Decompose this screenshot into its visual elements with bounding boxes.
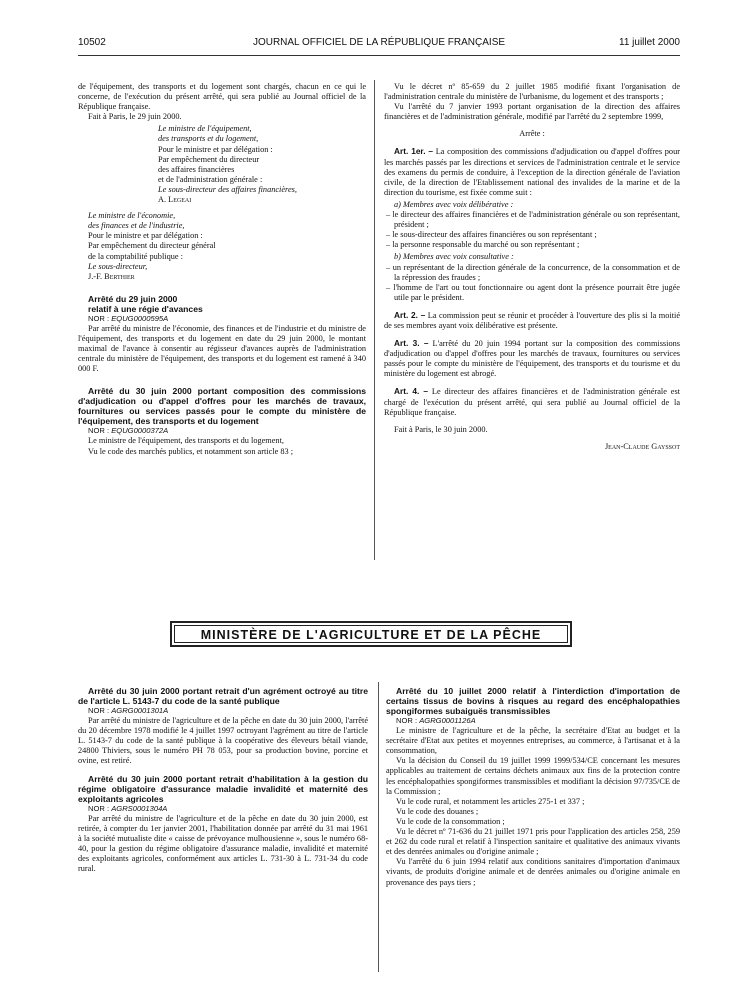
bovins-p1: Le ministre de l'agriculture et de la pêche, la secrétaire d'Etat au budget et la secrétaire d'Etat aux petites et moyennes entreprises, au commerce, à l'artisanat et à la consommation, [386, 726, 680, 756]
sig1-line: des transports et du logement, [158, 134, 259, 144]
regie-body: Par arrêté du ministre de l'économie, des finances et de l'industrie et du ministre de l'équipement, des transports et du logement en date du 29 juin 2000, le montant maximal de l'avance à consentir au régisseur d'avances auprès de l'administration centrale du ministère de l'équipement, des transports et du logement est ramené à 340 000 F. [78, 323, 366, 374]
sig1-line: et de l'administration générale : [158, 174, 263, 184]
sig1-name: A. Legeai [158, 195, 192, 205]
sig2-line: Par empêchement du directeur général [88, 241, 216, 251]
commissions-vu4: Vu l'arrêté du 7 janvier 1993 portant organisation de la direction des affaires financières et de l'administration générale, modifié par l'arrêté du 2 septembre 1999, [384, 102, 680, 122]
art1-text: La composition des commissions d'adjudication ou d'appel d'offres pour les marchés passés par les directions et services de l'administration centrale et le service des examens du permis de conduire, à l'exception de la direction générale de l'aviation civile, de la direction de l'Etablissement national des invalides de la marine et de la direction du tourisme, est fixée comme suit : [384, 147, 680, 197]
art1-label: Art. 1er. – [394, 146, 434, 157]
members-a-item: – le directeur des affaires financières et de l'administration générale ou son représentant, président ; [386, 210, 680, 230]
journal-title: JOURNAL OFFICIEL DE LA RÉPUBLIQUE FRANÇAISE [252, 37, 506, 48]
regie-title-line2: relatif à une régie d'avances [88, 303, 203, 314]
issue-date: 11 juillet 2000 [619, 37, 680, 48]
column-divider-bottom [378, 682, 379, 972]
column-divider-top [374, 80, 375, 560]
signature-gayssot: Jean-Claude Gayssot [604, 441, 680, 451]
bovins-nor [386, 716, 680, 726]
nor-code: AGRG0001126A [419, 716, 476, 725]
header-rule [78, 55, 680, 56]
sig2-line: des finances et de l'industrie, [88, 221, 185, 231]
commissions-vu1: Le ministre de l'équipement, des transports et du logement, [88, 436, 284, 446]
page-number: 10502 [78, 37, 106, 48]
commissions-vu2: Vu le code des marchés publics, et notamment son article 83 ; [88, 446, 294, 456]
article-3 [384, 338, 680, 379]
nor-label: NOR : [88, 803, 112, 813]
fait-paris-30: Fait à Paris, le 30 juin 2000. [394, 424, 488, 434]
nor-code: EQUG0000372A [111, 426, 169, 436]
habilitation-nor [78, 804, 368, 814]
members-a-item: – le sous-directeur des affaires financières ou son représentant ; [386, 230, 597, 240]
right-column-bottom [386, 686, 680, 888]
art4-label: Art. 4. – [394, 386, 429, 397]
nor-label: NOR : [88, 706, 112, 715]
sig2-name: J.-F. Berthier [88, 271, 135, 281]
bovins-p4: Vu le code des douanes ; [396, 806, 479, 816]
arrete-word: Arrête : [519, 129, 545, 139]
bovins-p2: Vu la décision du Conseil du 19 juillet 1999 1999/534/CE concernant les mesures applicables au traitement de certains déchets animaux aux fins de la protection contre les encéphalopathies spongiformes transmissibles et modifiant la décision 97/735/CE de la Commission ; [386, 756, 680, 796]
agrement-nor [78, 706, 368, 716]
members-a-label: a) Membres avec voix délibérative : [394, 199, 514, 209]
signature-block-1 [148, 124, 366, 205]
agrement-title: Arrêté du 30 juin 2000 portant retrait d'un agrément octroyé au titre de l'article L. 5143-7 du code de la santé publique [78, 686, 368, 706]
ministry-heading-box [170, 621, 572, 647]
sig2-line: Pour le ministre et par délégation : [88, 231, 203, 241]
bovins-p6: Vu le décret nº 71-636 du 21 juillet 1971 pris pour l'application des articles 258, 259 et 262 du code rural et relatif à l'inspection sanitaire et qualitative des animaux vivants et des denrées animales ou d'origine animale ; [386, 827, 680, 857]
bovins-p5: Vu le code de la consommation ; [396, 816, 505, 826]
bovins-p3: Vu le code rural, et notamment les articles 275-1 et 337 ; [396, 796, 585, 806]
agrement-body: Par arrêté du ministre de l'agriculture et de la pêche en date du 30 juin 2000, l'arrêté du 20 décembre 1978 modifié le 4 juillet 1997 octroyant l'agrément au titre de l'article L. 5143-7 du code de la santé publique à la coopérative des éleveurs bétail viande, 24800 Thiviers, sous le numéro PH 78 053, pour sa production bovine, porcine et ovine, est retiré. [78, 716, 368, 766]
commissions-nor [78, 426, 366, 436]
bovins-p7: Vu l'arrêté du 6 juin 1994 relatif aux conditions sanitaires d'importation d'animaux vivants, de produits d'origine animale et de denrées animales ou d'origine animale en provenance des pays tiers ; [386, 857, 680, 887]
habilitation-body: Par arrêté du ministre de l'agriculture et de la pêche en date du 30 juin 2000, est retirée, à compter du 1er janvier 2001, l'habilitation donnée par arrêté du 31 mai 1961 à la société mutualiste dite « caisse de prévoyance mulhousienne », sous le numéro 68-40, pour la gestion du régime obligatoire d'assurance maladie, invalidité et maternité des exploitants agricoles, conformément aux articles L. 731-30 à L. 731-34 du code rural. [78, 813, 368, 874]
regie-nor [78, 314, 366, 324]
nor-code: AGRG0001301A [111, 706, 169, 715]
sig1-line: Par empêchement du directeur [158, 154, 260, 164]
nor-label: NOR : [88, 313, 112, 323]
habilitation-title: Arrêté du 30 juin 2000 portant retrait d'habilitation à la gestion du régime obligatoire d'assurance maladie invalidité et maternité des exploitants agricoles [78, 773, 368, 804]
article-1 [384, 146, 680, 197]
sig2-line: Le sous-directeur, [88, 261, 148, 271]
intro-paragraph: de l'équipement, des transports et du logement sont chargés, chacun en ce qui le concerne, de l'exécution du présent arrêté, qui sera publié au Journal officiel de la République française. [78, 82, 366, 112]
sig2-line: Le ministre de l'économie, [88, 211, 176, 221]
sig2-line: de la comptabilité publique : [88, 251, 183, 261]
fait-paris-29: Fait à Paris, le 29 juin 2000. [88, 112, 182, 122]
signature-block-2 [78, 211, 238, 282]
art4-text: Le directeur des affaires financières et de l'administration générale est chargé de l'exécution du présent arrêté, qui sera publié au Journal officiel de la République française. [384, 387, 680, 417]
regie-title-line1: Arrêté du 29 juin 2000 [88, 293, 178, 304]
sig1-line: Le ministre de l'équipement, [158, 124, 252, 134]
right-column-top [384, 82, 680, 452]
members-b-label: b) Membres avec voix consultative : [394, 252, 514, 262]
ministry-heading: MINISTÈRE DE L'AGRICULTURE ET DE LA PÊCHE [174, 625, 568, 643]
members-a-item: – la personne responsable du marché ou son représentant ; [386, 240, 580, 250]
page-header [78, 37, 680, 53]
nor-label: NOR : [88, 426, 112, 436]
members-b-item: – un représentant de la direction générale de la concurrence, de la consommation et de la répression des fraudes ; [386, 262, 680, 282]
nor-code: EQUG0000595A [111, 313, 169, 323]
left-column-top [78, 82, 366, 457]
sig1-line: des affaires financières [158, 164, 235, 174]
art2-label: Art. 2. – [394, 309, 426, 320]
left-column-bottom [78, 686, 368, 874]
members-b-item: – l'homme de l'art ou tout fonctionnaire ou agent dont la présence pourrait être jugée utile par le président. [386, 282, 680, 302]
art2-text: La commission peut se réunir et procéder à l'ouverture des plis si la moitié de ses membres ayant voix délibérative est présente. [384, 310, 680, 330]
commissions-title: Arrêté du 30 juin 2000 portant composition des commissions d'adjudication ou d'appel d'offres pour les marchés de travaux, fournitures ou services passés pour le compte du ministère de l'équipement, des transports et du logement [78, 386, 366, 427]
nor-code: AGRS0001304A [111, 803, 168, 813]
nor-label: NOR : [396, 716, 420, 725]
article-2 [384, 310, 680, 331]
art3-label: Art. 3. – [394, 338, 429, 349]
article-4 [384, 386, 680, 417]
sig1-line: Le sous-directeur des affaires financières, [158, 184, 297, 194]
bovins-title: Arrêté du 10 juillet 2000 relatif à l'interdiction d'importation de certains tissus de bovins à risques au regard des encéphalopathies spongiformes subaiguës transmissibles [386, 686, 680, 716]
art3-text: L'arrêté du 20 juin 1994 portant sur la composition des commissions d'adjudication ou d'appel d'offres pour les marchés de travaux, fournitures ou services passés pour le compte du ministère de l'équipement, des transports et du tourisme et du ministère du logement est abrogé. [384, 339, 680, 379]
sig1-line: Pour le ministre et par délégation : [158, 144, 273, 154]
commissions-vu3: Vu le décret nº 85-659 du 2 juillet 1985 modifié fixant l'organisation de l'administration centrale du ministère de l'urbanisme, du logement et des transports ; [384, 82, 680, 102]
